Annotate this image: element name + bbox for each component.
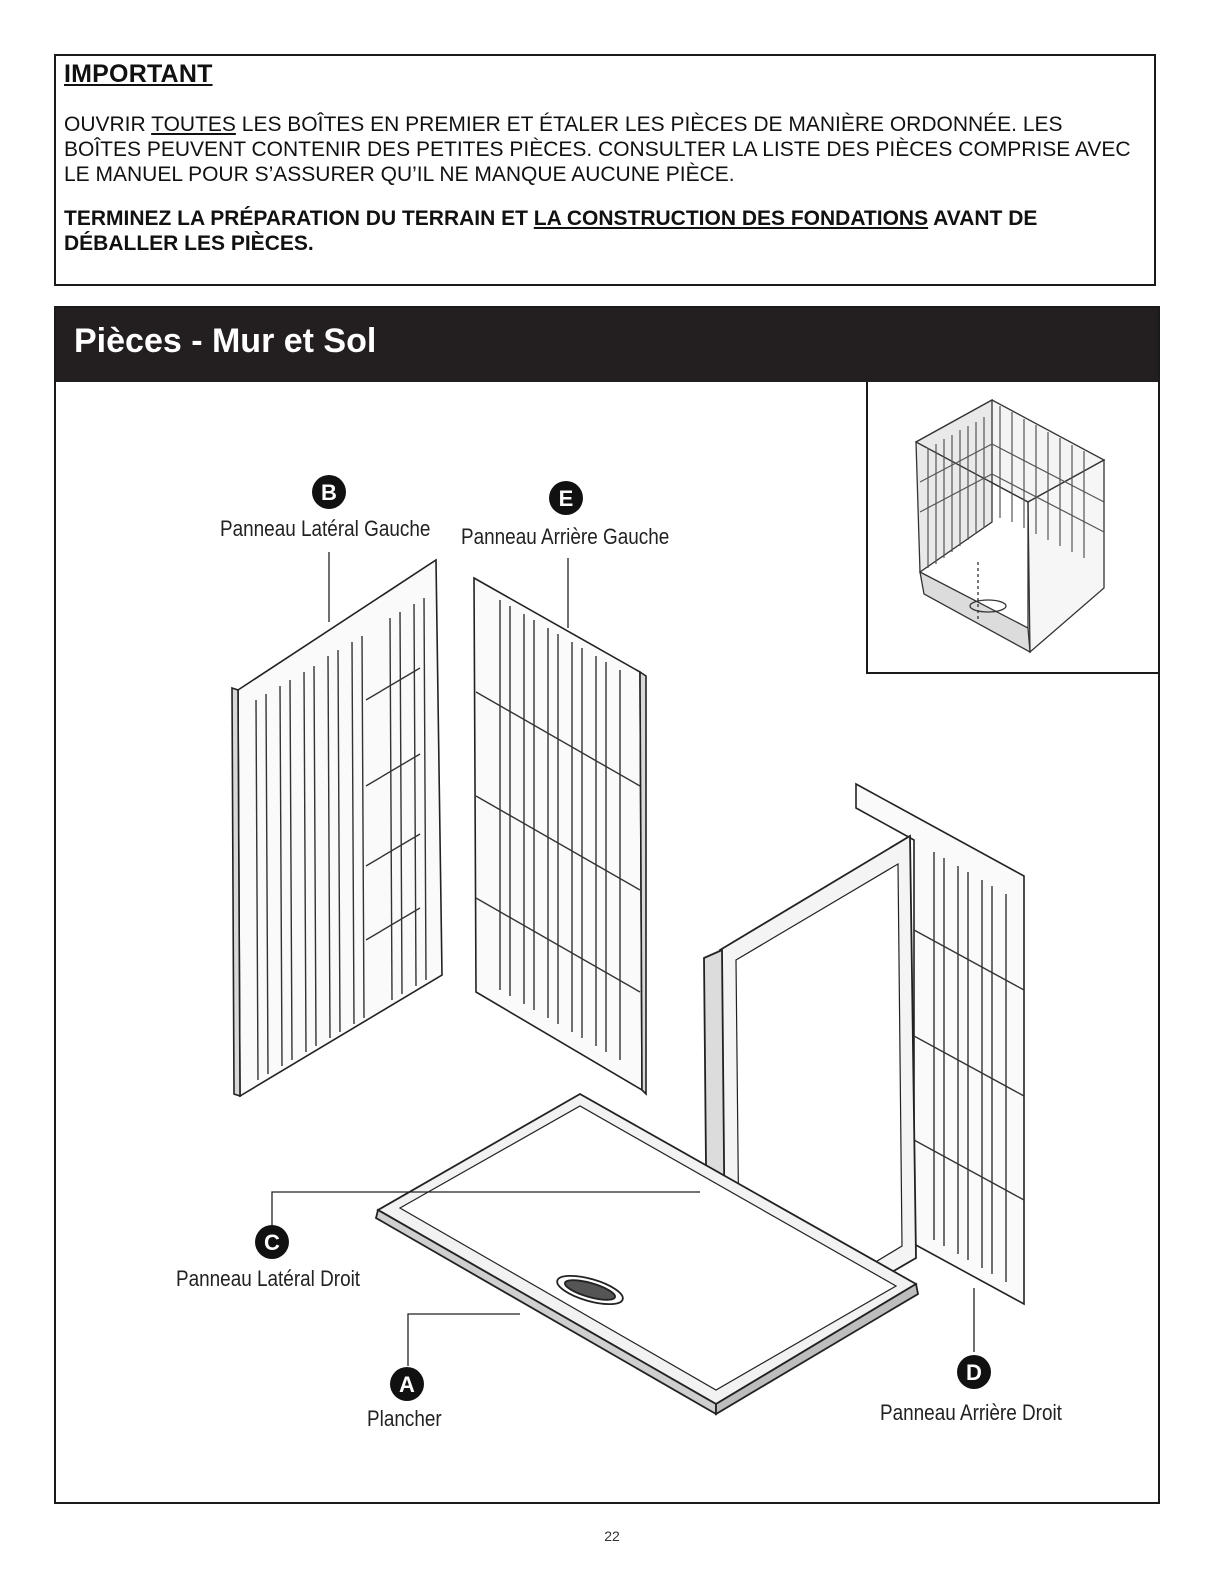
badge-e [549,481,583,515]
unpack-text-a: OUVRIR [64,113,152,136]
panel-b-left-side [232,560,442,1096]
unpack-text-emphasis: TOUTES [151,113,236,136]
badge-c-letter: C [264,1230,280,1255]
badge-c [255,1225,289,1259]
badge-d-letter: D [966,1360,982,1385]
label-panneau-lateral-droit: Panneau Latéral Droit [176,1266,361,1291]
label-panneau-lateral-gauche: Panneau Latéral Gauche [220,516,431,541]
badge-a-letter: A [399,1372,415,1397]
panel-e-left-back [474,578,646,1094]
leader-line-a [408,1314,520,1366]
badge-a [390,1367,424,1401]
unpack-text-c: LES BOÎTES EN PREMIER ET ÉTALER LES PIÈCES DE MANIÈRE ORDONNÉE. LES BOÎTES PEUVENT CONTENIR DES PETITES PIÈCES. CONSULTER LA LISTE DES PIÈCES COMPRISE AVEC LE MANUEL POUR S’ASSURER QU’IL NE MANQUE AUCUNE PIÈCE. [64,113,1131,186]
section-title: Pièces - Mur et Sol [74,322,377,360]
badge-e-letter: E [558,486,574,511]
badge-b-letter: B [321,480,337,505]
important-title: IMPORTANT [64,60,213,88]
label-panneau-arriere-gauche: Panneau Arrière Gauche [461,524,670,549]
foundation-text-c: AVANT DE DÉBALLER LES PIÈCES. [64,207,1038,255]
label-plancher: Plancher [367,1406,442,1431]
foundation-text-a: TERMINEZ LA PRÉPARATION DU TERRAIN ET [64,207,534,230]
label-panneau-arriere-droit: Panneau Arrière Droit [880,1400,1062,1425]
badge-d [957,1355,991,1389]
page-number: 22 [604,1528,620,1544]
badge-b [312,475,346,509]
foundation-text-emphasis: LA CONSTRUCTION DES FONDATIONS [533,207,929,230]
